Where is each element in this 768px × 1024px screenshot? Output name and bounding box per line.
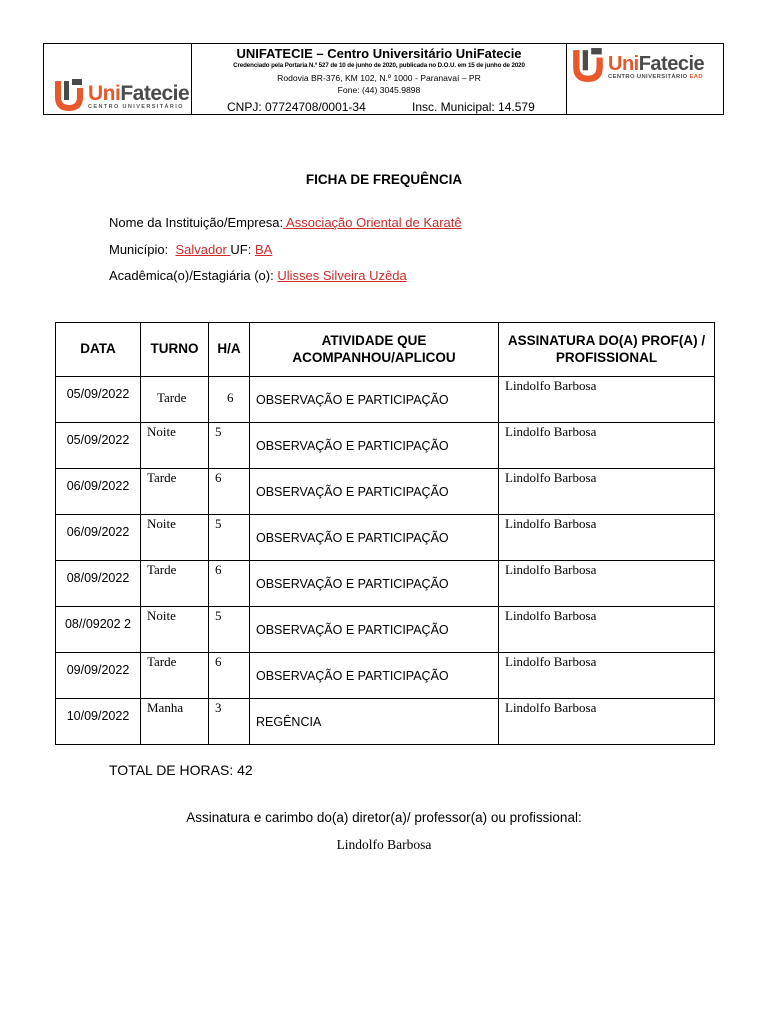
- institution-label: Nome da Instituição/Empresa:: [109, 215, 284, 230]
- header-address: Rodovia BR-376, KM 102, N.º 1000 - Paranavaí – PR: [277, 73, 481, 83]
- header-turno: TURNO: [141, 323, 209, 377]
- municipio-field: [109, 242, 272, 257]
- academic-field: [109, 268, 407, 283]
- header-logo-right-cell: [567, 44, 723, 114]
- row-date: 06/09/2022: [66, 525, 130, 539]
- row-date: 08//09202 2: [64, 617, 132, 631]
- logo-right-uni: Uni: [608, 53, 639, 75]
- row-ha: 6: [227, 390, 234, 405]
- row-assinatura: Lindolfo Barbosa: [505, 608, 597, 623]
- row-date: 05/09/2022: [66, 387, 130, 401]
- logo-right-subtitle: CENTRO UNIVERSITÁRIO: [608, 74, 688, 80]
- row-ha: 5: [215, 608, 222, 623]
- table-row: [56, 699, 715, 745]
- logo-left-fatecie: Fatecie: [120, 82, 190, 105]
- header-insc-municipal: Insc. Municipal: 14.579: [412, 100, 535, 114]
- academic-value: Ulisses Silveira Uzêda: [277, 268, 407, 283]
- row-date: 09/09/2022: [66, 663, 130, 677]
- header-phone: Fone: (44) 3045.9898: [337, 85, 421, 95]
- header-cnpj: CNPJ: 07724708/0001-34: [227, 100, 366, 114]
- row-ha: 6: [215, 654, 222, 669]
- table-row: [56, 653, 715, 699]
- row-ha: 6: [215, 562, 222, 577]
- row-assinatura: Lindolfo Barbosa: [505, 516, 597, 531]
- table-row: [56, 561, 715, 607]
- header-center-cell: [192, 44, 567, 114]
- municipio-value: Salvador: [175, 242, 231, 257]
- row-turno: Tarde: [157, 390, 187, 405]
- table-row: [56, 469, 715, 515]
- header-atividade: ATIVIDADE QUE ACOMPANHOU/APLICOU: [250, 323, 499, 377]
- row-assinatura: Lindolfo Barbosa: [505, 378, 597, 393]
- row-assinatura: Lindolfo Barbosa: [505, 470, 597, 485]
- logo-right-fatecie: Fatecie: [638, 53, 705, 75]
- document-title: FICHA DE FREQUÊNCIA: [305, 172, 463, 187]
- row-turno: Noite: [147, 424, 176, 439]
- row-turno: Tarde: [147, 562, 177, 577]
- row-atividade: OBSERVAÇÃO E PARTICIPAÇÃO: [256, 393, 449, 407]
- logo-right-ead: EAD: [689, 74, 703, 80]
- row-date: 05/09/2022: [66, 433, 130, 447]
- header-logo-left-cell: [44, 44, 192, 114]
- table-row: [56, 377, 715, 423]
- table-header-row: [56, 323, 715, 377]
- row-atividade: OBSERVAÇÃO E PARTICIPAÇÃO: [256, 669, 449, 683]
- unifatecie-u-icon: [53, 78, 85, 112]
- logo-left-uni: Uni: [88, 82, 121, 105]
- row-atividade: OBSERVAÇÃO E PARTICIPAÇÃO: [256, 577, 449, 591]
- row-assinatura: Lindolfo Barbosa: [505, 700, 597, 715]
- row-turno: Noite: [147, 608, 176, 623]
- row-atividade: REGÊNCIA: [256, 715, 322, 729]
- row-date: 06/09/2022: [66, 479, 130, 493]
- header-ha: H/A: [209, 323, 250, 377]
- uf-value: BA: [254, 242, 273, 257]
- table-row: [56, 423, 715, 469]
- header-credential: Credenciado pela Portaria N.º 527 de 10 de junho de 2020, publicada no D.O.U. em 15 de junho de 2020: [233, 62, 525, 69]
- row-atividade: OBSERVAÇÃO E PARTICIPAÇÃO: [256, 439, 449, 453]
- institution-value: Associação Oriental de Karatê: [283, 215, 462, 230]
- row-turno: Noite: [147, 516, 176, 531]
- row-turno: Tarde: [147, 470, 177, 485]
- header-assinatura: ASSINATURA DO(A) PROF(A) / PROFISSIONAL: [499, 323, 715, 377]
- table-row: [56, 607, 715, 653]
- row-turno: Manha: [147, 700, 184, 715]
- row-assinatura: Lindolfo Barbosa: [505, 654, 597, 669]
- row-ha: 6: [215, 470, 222, 485]
- row-atividade: OBSERVAÇÃO E PARTICIPAÇÃO: [256, 623, 449, 637]
- academic-label: Acadêmica(o)/Estagiária (o):: [109, 268, 274, 283]
- signature-label: Assinatura e carimbo do(a) diretor(a)/ professor(a) ou profissional:: [186, 810, 582, 825]
- municipio-label: Município:: [109, 242, 169, 257]
- row-assinatura: Lindolfo Barbosa: [505, 424, 597, 439]
- document-header: [43, 43, 724, 115]
- unifatecie-logo-right: [571, 47, 704, 83]
- row-ha: 5: [215, 516, 222, 531]
- unifatecie-u-icon: [571, 47, 605, 83]
- row-turno: Tarde: [147, 654, 177, 669]
- header-date: DATA: [56, 323, 141, 377]
- logo-left-subtitle: CENTRO UNIVERSITÁRIO: [88, 104, 184, 110]
- row-date: 08/09/2022: [66, 571, 130, 585]
- row-atividade: OBSERVAÇÃO E PARTICIPAÇÃO: [256, 531, 449, 545]
- frequency-table: [55, 322, 715, 745]
- row-atividade: OBSERVAÇÃO E PARTICIPAÇÃO: [256, 485, 449, 499]
- institution-field: [109, 215, 462, 230]
- unifatecie-logo-left: [53, 78, 189, 112]
- signature-name: Lindolfo Barbosa: [336, 837, 432, 852]
- header-title: UNIFATECIE – Centro Universitário UniFatecie: [236, 46, 522, 61]
- table-row: [56, 515, 715, 561]
- row-date: 10/09/2022: [66, 709, 130, 723]
- row-ha: 5: [215, 424, 222, 439]
- total-hours: TOTAL DE HORAS: 42: [109, 762, 253, 778]
- uf-label: UF:: [230, 242, 252, 257]
- row-assinatura: Lindolfo Barbosa: [505, 562, 597, 577]
- row-ha: 3: [215, 700, 222, 715]
